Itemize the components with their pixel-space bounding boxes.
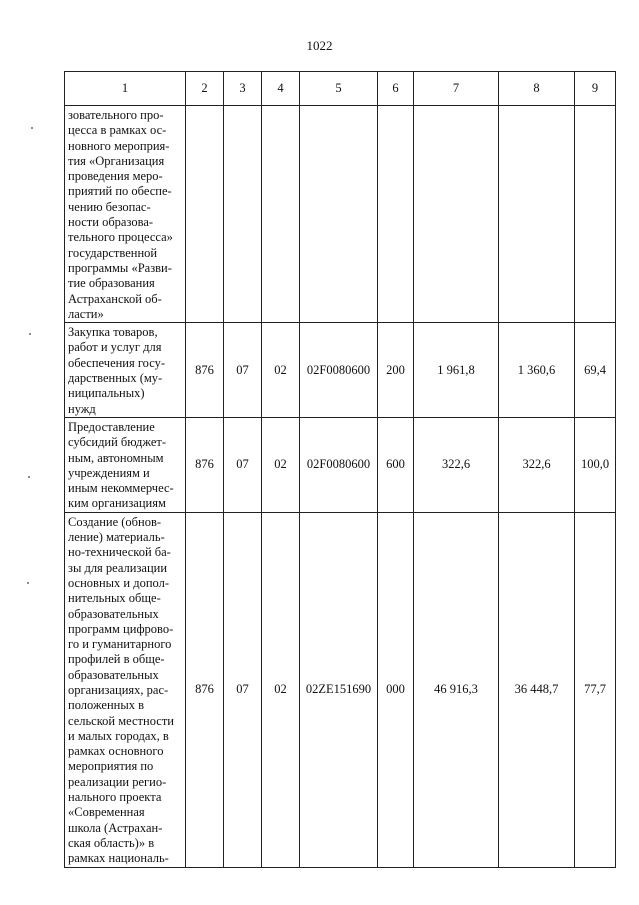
- description-line: Предоставление: [68, 419, 155, 434]
- description-line: ление) материаль-: [68, 530, 165, 545]
- scan-speck: [29, 333, 31, 335]
- table-row: [65, 323, 616, 418]
- description-line: нального проекта: [68, 790, 162, 805]
- header-cell-5: 5: [300, 72, 378, 106]
- cell-col7: [414, 106, 499, 323]
- description-line: зовательного про-: [68, 108, 164, 122]
- description-line: образовательных: [68, 606, 159, 621]
- cell-col8: 36 448,7: [499, 512, 575, 867]
- header-cell-3: 3: [224, 72, 262, 106]
- description-line: организациях, рас-: [68, 682, 169, 697]
- cell-col2: 876: [186, 417, 224, 512]
- table-row: [65, 106, 616, 323]
- cell-col3: [224, 106, 262, 323]
- description-line: мероприятия по: [68, 759, 154, 774]
- description-line: школа (Астрахан-: [68, 820, 163, 835]
- page-number: 1022: [306, 38, 333, 53]
- description-line: программы «Разви-: [68, 260, 172, 275]
- header-cell-1: 1: [65, 72, 186, 106]
- cell-col6: [378, 106, 414, 323]
- cell-col5: 02F0080600: [300, 417, 378, 512]
- description-line: го и гуманитарного: [68, 637, 172, 652]
- cell-col4: 02: [262, 417, 300, 512]
- scan-speck: [31, 127, 33, 129]
- description-line: Создание (обнов-: [68, 514, 162, 529]
- header-cell-8: 8: [499, 72, 575, 106]
- header-cell-4: 4: [262, 72, 300, 106]
- cell-col9: 69,4: [575, 323, 616, 418]
- description-line: тие образования: [68, 276, 155, 291]
- description-line: проведения меро-: [68, 169, 163, 184]
- description-line: субсидий бюджет-: [68, 435, 166, 450]
- cell-col7: 46 916,3: [414, 512, 499, 867]
- description-line: иным некоммерчес-: [68, 481, 174, 496]
- table-row: [65, 417, 616, 512]
- description-line: приятий по обеспе-: [68, 184, 172, 199]
- cell-col6: 200: [378, 323, 414, 418]
- description-line: образовательных: [68, 667, 159, 682]
- cell-col7: 1 961,8: [414, 323, 499, 418]
- description-line: рамках основного: [68, 744, 164, 759]
- cell-col2: [186, 106, 224, 323]
- cell-col2: 876: [186, 512, 224, 867]
- description-line: положенных в: [68, 698, 145, 713]
- description-line: ности образова-: [68, 215, 154, 230]
- description-line: дарственных (му-: [68, 371, 163, 386]
- cell-col3: 07: [224, 417, 262, 512]
- description-line: учреждениям и: [68, 465, 150, 480]
- cell-col5: [300, 106, 378, 323]
- cell-col4: [262, 106, 300, 323]
- cell-col5: 02ZE151690: [300, 512, 378, 867]
- description-line: и малых городах, в: [68, 728, 169, 743]
- row-description: [65, 417, 186, 512]
- cell-col9: 100,0: [575, 417, 616, 512]
- description-line: рамках националь-: [68, 851, 169, 866]
- description-line: но-технической ба-: [68, 545, 171, 560]
- description-line: обеспечения госу-: [68, 355, 166, 370]
- cell-col2: 876: [186, 323, 224, 418]
- description-line: нужд: [68, 401, 96, 416]
- description-line: ласти»: [68, 306, 104, 321]
- scan-speck: [28, 476, 30, 478]
- budget-table: [64, 71, 616, 868]
- description-line: профилей в обще-: [68, 652, 165, 667]
- description-line: тельного процесса»: [68, 230, 173, 245]
- cell-col4: 02: [262, 512, 300, 867]
- row-description: [65, 106, 186, 323]
- description-line: программ цифрово-: [68, 621, 174, 636]
- header-row: [65, 72, 616, 106]
- row-description: [65, 512, 186, 867]
- cell-col3: 07: [224, 323, 262, 418]
- table-row: [65, 512, 616, 867]
- row-description: [65, 323, 186, 418]
- description-line: зы для реализации: [68, 560, 168, 575]
- cell-col8: [499, 106, 575, 323]
- header-cell-2: 2: [186, 72, 224, 106]
- header-cell-7: 7: [414, 72, 499, 106]
- header-cell-9: 9: [575, 72, 616, 106]
- description-line: Астраханской об-: [68, 291, 162, 306]
- description-line: нительных обще-: [68, 591, 161, 606]
- description-line: цесса в рамках ос-: [68, 123, 167, 138]
- description-line: ким организациям: [68, 496, 166, 511]
- cell-col8: 1 360,6: [499, 323, 575, 418]
- description-line: ным, автономным: [68, 450, 164, 465]
- header-cell-6: 6: [378, 72, 414, 106]
- cell-col9: 77,7: [575, 512, 616, 867]
- description-line: Закупка товаров,: [68, 325, 158, 340]
- cell-col6: 000: [378, 512, 414, 867]
- cell-col3: 07: [224, 512, 262, 867]
- description-line: реализации регио-: [68, 774, 167, 789]
- cell-col5: 02F0080600: [300, 323, 378, 418]
- description-line: ниципальных): [68, 386, 145, 401]
- description-line: чению безопас-: [68, 199, 151, 214]
- cell-col7: 322,6: [414, 417, 499, 512]
- description-line: сельской местности: [68, 713, 174, 728]
- description-line: государственной: [68, 245, 158, 260]
- description-line: ская область)» в: [68, 835, 155, 850]
- description-line: работ и услуг для: [68, 340, 162, 355]
- scan-speck: [27, 582, 29, 584]
- description-line: тия «Организация: [68, 153, 165, 168]
- cell-col9: [575, 106, 616, 323]
- cell-col8: 322,6: [499, 417, 575, 512]
- description-line: основных и допол-: [68, 575, 170, 590]
- description-line: «Современная: [68, 805, 145, 820]
- cell-col4: 02: [262, 323, 300, 418]
- cell-col6: 600: [378, 417, 414, 512]
- description-line: новного мероприя-: [68, 138, 170, 153]
